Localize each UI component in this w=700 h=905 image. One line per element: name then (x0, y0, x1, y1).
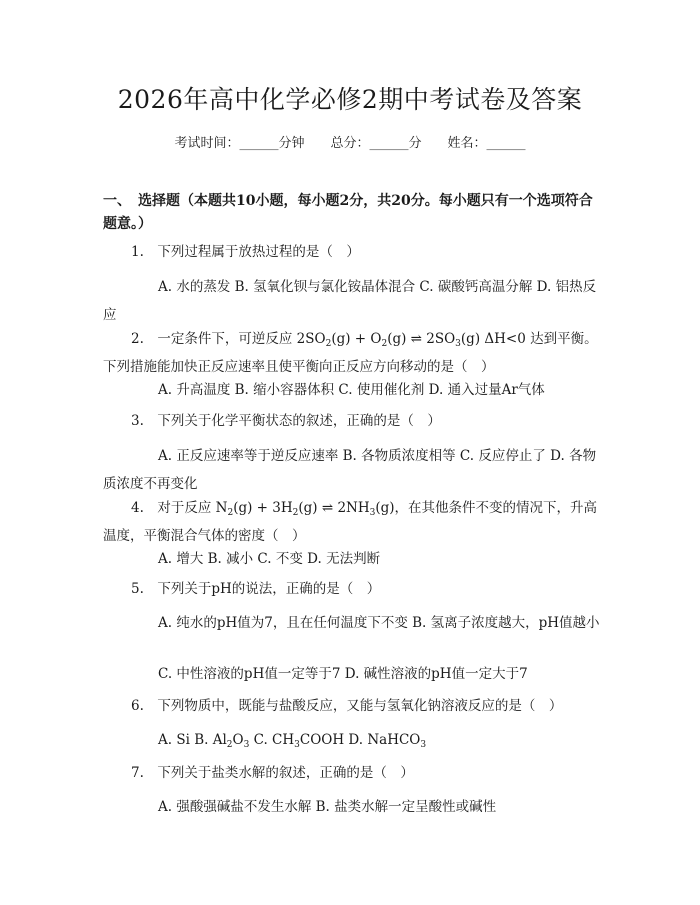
question-options: A. 升高温度 B. 缩小容器体积 C. 使用催化剂 D. 通入过量Ar气体 (158, 382, 545, 398)
question-7-options (103, 793, 601, 821)
question-5-options (103, 609, 601, 637)
question-options: A. 纯水的pH值为7，且在任何温度下不变 B. 氢离子浓度越大，pH值越小 (158, 615, 600, 631)
exam-total-score: 总分：______分 (330, 136, 422, 151)
question-3 (103, 407, 601, 435)
question-1 (103, 238, 601, 266)
question-stem: 7. 下列关于盐类水解的叙述，正确的是（ ） (131, 765, 414, 781)
question-1-options (103, 273, 601, 329)
question-4-options (103, 545, 601, 573)
question-stem: 4. 对于反应 $N_2(g) + 3H_2(g)$ ⇌ $2NH_3(g)$，在其他条件不变的情况下，升高温度，平衡混合气体的密度（ ） (103, 500, 598, 544)
question-stem: 1. 下列过程属于放热过程的是（ ） (131, 244, 360, 260)
question-7 (103, 759, 601, 787)
question-5-options-2 (103, 660, 601, 688)
question-2 (103, 325, 601, 381)
question-stem: 5. 下列关于pH的说法，正确的是（ ） (131, 581, 381, 597)
question-options: A. 正反应速率等于逆反应速率 B. 各物质浓度相等 C. 反应停止了 D. 各物质浓度不再变化 (103, 448, 597, 492)
question-options: C. 中性溶液的pH值一定等于7 D. 碱性溶液的pH值一定大于7 (158, 666, 528, 682)
question-stem: 3. 下列关于化学平衡状态的叙述，正确的是（ ） (131, 413, 441, 429)
question-6-options (103, 726, 601, 754)
question-4 (103, 494, 601, 550)
question-stem: 6. 下列物质中，既能与盐酸反应，又能与氢氧化钠溶液反应的是（ ） (131, 698, 563, 714)
exam-info (0, 132, 700, 151)
section-heading: 一、 选择题（本题共10小题，每小题2分，共20分。每小题只有一个选项符合题意。） (103, 193, 593, 232)
exam-title: 2026年高中化学必修2期中考试卷及答案 (117, 85, 583, 114)
question-3-options (103, 442, 601, 498)
student-name: 姓名：______ (447, 136, 526, 151)
question-options: A. 强酸强碱盐不发生水解 B. 盐类水解一定呈酸性或碱性 (158, 799, 497, 815)
question-2-options (103, 376, 601, 404)
question-options: A. 增大 B. 减小 C. 不变 D. 无法判断 (158, 551, 381, 567)
question-options: A. 水的蒸发 B. 氢氧化钡与氯化铵晶体混合 C. 碳酸钙高温分解 D. 铝热反应 (103, 279, 597, 323)
question-6 (103, 692, 601, 720)
question-5 (103, 575, 601, 603)
exam-time: 考试时间：______分钟 (174, 136, 305, 151)
question-options: A. Si B. $Al_2O_3$ C. $CH_3COOH$ D. NaHCO$_3$ (158, 732, 427, 750)
question-stem: 2. 一定条件下，可逆反应 $2SO_2(g) + O_2(g)$ ⇌ $2SO_3(g)$ ΔH<0 达到平衡。下列措施能加快正反应速率且使平衡向正反应方向移动的是（ ） (103, 331, 598, 375)
